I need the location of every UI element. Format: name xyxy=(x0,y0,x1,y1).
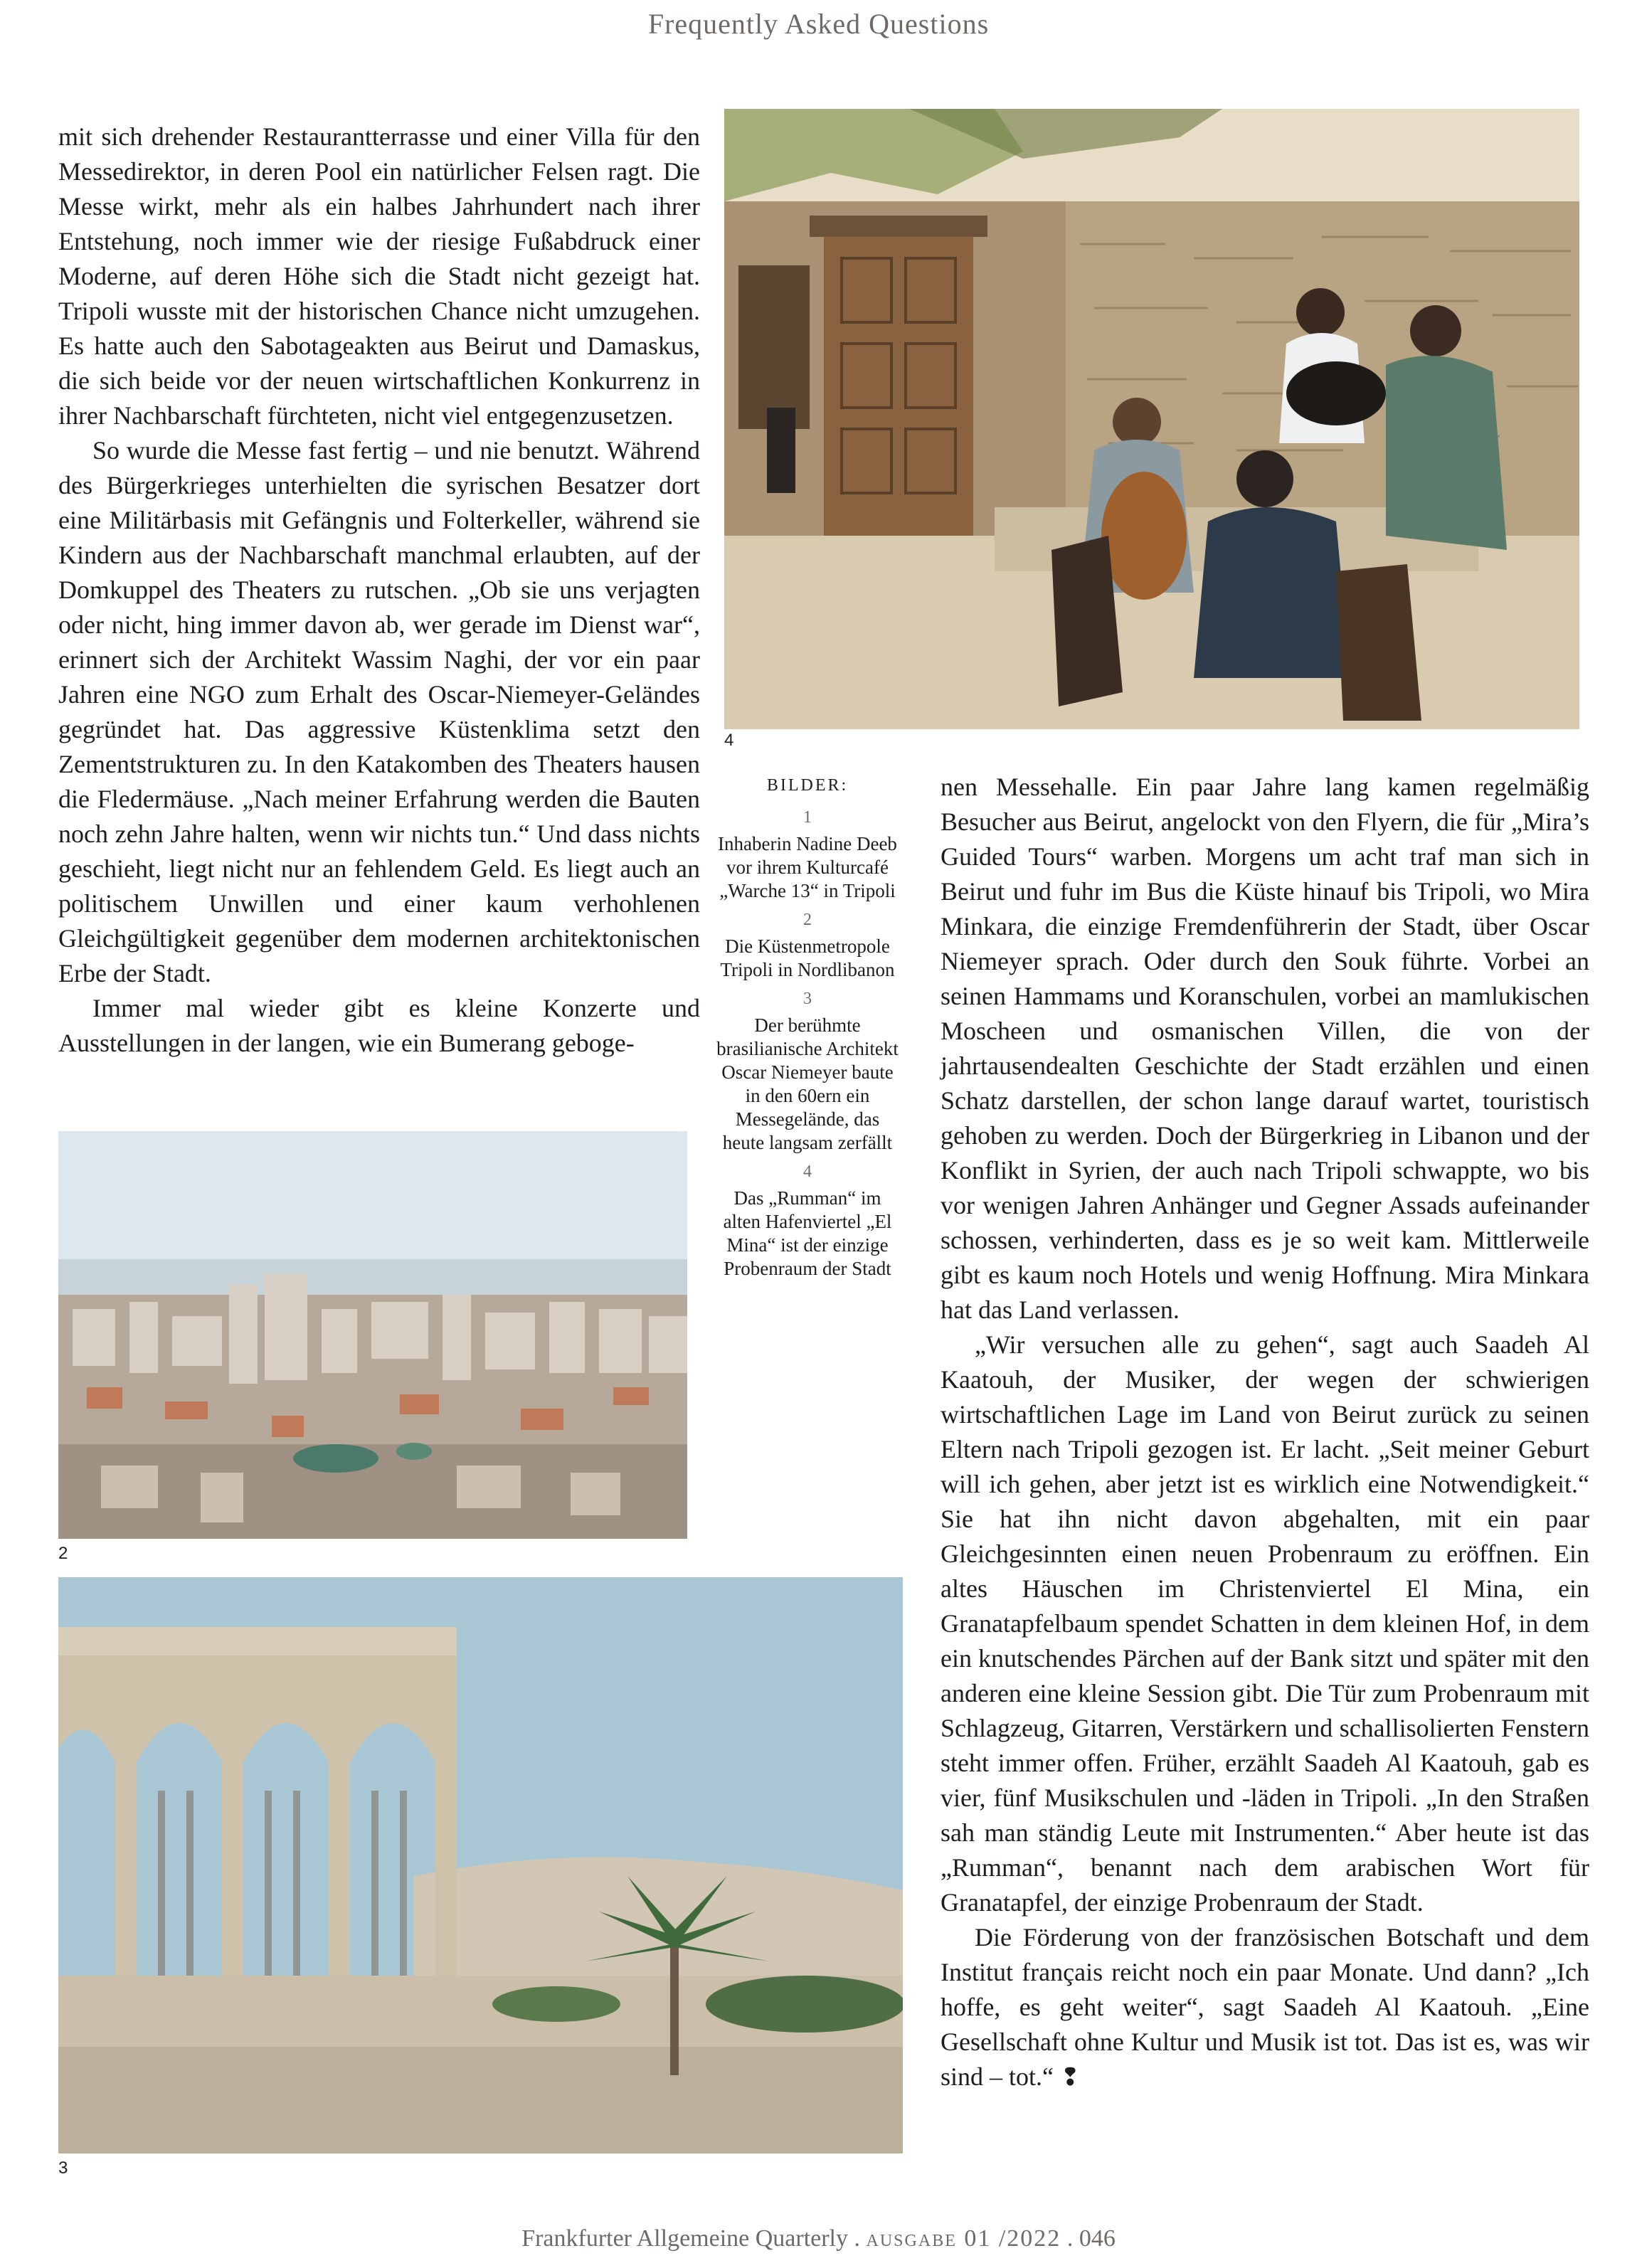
article-column-left xyxy=(58,120,700,1061)
paragraph: „Wir versuchen alle zu gehen“, sagt auch Saadeh Al Kaatouh, der Musiker, der wegen der schwierigen wirtschaftlichen Lage im Land von Beirut zurück zu seinen Eltern nach Tripoli gezogen ist. Er lacht. „Seit meiner Geburt will ich gehen, aber jetzt ist es wirklich eine Notwendigkeit.“ Sie hat ihn nicht davon abgehalten, mit ein paar Gleichgesinnten einen neuen Probenraum zu eröffnen. Ein altes Häuschen im Christenviertel El Mina, ein Granatapfelbaum spendet Schatten in dem kleinen Hof, in dem ein knutschendes Pärchen auf der Bank sitzt und später mit den anderen eine kleine Session gibt. Die Tür zum Probenraum mit Schlagzeug, Gitarren, Verstärkern und schallisolierten Fenstern steht immer offen. Früher, erzählt Saadeh Al Kaatouh, gab es vier, fünf Musikschulen und -läden in Tripoli. „In den Straßen sah man ständig Leute mit Instrumenten.“ Aber heute ist das „Rumman“, benannt nach dem arabischen Wort für Granatapfel, der einzige Probenraum der Stadt. xyxy=(941,1330,1589,1917)
paragraph: Immer mal wieder gibt es kleine Konzerte und Ausstellungen in der langen, wie ein Bumerang geboge- xyxy=(58,994,700,1057)
photo-tripoli-cityscape xyxy=(58,1131,687,1539)
issue-label: ausgabe 01 /2022 xyxy=(866,2225,1061,2252)
figure-number-3: 3 xyxy=(58,2158,68,2178)
photo-captions xyxy=(714,774,901,1286)
article-column-right xyxy=(941,770,1589,2095)
paragraph-text: Die Förderung von der französischen Botschaft und dem Institut français reicht noch ein paar Monate. Und dann? „Ich hoffe, es geht weiter“, sagt Saadeh Al Kaatouh. „Eine Gesellschaft ohne Kultur und Musik ist tot. Das ist es, was wir sind – tot.“ xyxy=(941,1923,1589,2091)
page-number: 046 xyxy=(1079,2225,1116,2252)
caption-number: 4 xyxy=(803,1162,812,1181)
photo-niemeyer-arches xyxy=(58,1577,903,2153)
caption-text: Inhaberin Nadine Deeb vor ihrem Kulturcafé „Warche 13“ in Tripoli xyxy=(718,833,897,901)
end-mark-icon: ❢ xyxy=(1060,2065,1081,2091)
figure-number-4: 4 xyxy=(724,731,734,750)
paragraph xyxy=(941,1920,1589,2095)
paragraph: mit sich drehender Restaurantterrasse und einer Villa für den Messedirektor, in deren Pool ein natürlicher Felsen ragt. Die Messe wirkt, mehr als ein halbes Jahrhundert nach ihrer Entstehung, noch immer wie der riesige Fußabdruck einer Moderne, auf deren Höhe sich die Stadt nicht gezeigt hat. Tripoli wusste mit der historischen Chance nicht umzugehen. Es hatte auch den Sabotageakten aus Beirut und Damaskus, die sich beide vor der neuen wirtschaftlichen Konkurrenz in ihrer Nachbarschaft fürchteten, nicht viel entgegenzusetzen. xyxy=(58,122,700,430)
photo-musicians-courtyard xyxy=(724,109,1579,729)
running-header: Frequently Asked Questions xyxy=(647,8,990,40)
caption-text: Der berühmte brasilianische Architekt Oscar Niemeyer baute in den 60ern ein Messegelände, das heute langsam zerfällt xyxy=(716,1014,899,1153)
caption-number: 1 xyxy=(803,808,812,827)
page-footer: Frankfurter Allgemeine Quarterly . ausgabe 01 /2022 . 046 xyxy=(521,2225,1116,2252)
magazine-name: Frankfurter Allgemeine Quarterly xyxy=(521,2225,849,2252)
caption-number: 3 xyxy=(803,990,812,1008)
paragraph: nen Messehalle. Ein paar Jahre lang kamen regelmäßig Besucher aus Beirut, angelockt von den Flyern, die für „Mira’s Guided Tours“ warben. Morgens um acht traf man sich in Beirut und fuhr im Bus die Küste hinauf bis Tripoli, wo Mira Minkara, die einzige Fremdenführerin der Stadt, über Oscar Niemeyer sprach. Oder durch den Souk führte. Vorbei an seinen Hammams und Koranschulen, vorbei an mamlukischen Moscheen und osmanischen Villen, die von der jahrtausendealten Geschichte der Stadt erzählen und einen Schatz darstellen, der schon lange darauf wartet, touristisch gehoben zu werden. Doch der Bürgerkrieg in Libanon und der Konflikt in Syrien, der auch nach Tripoli schwappte, wo bis vor wenigen Jahren Anhänger und Gegner Assads aufeinander schossen, verhinderten, dass es je so weit kam. Mittlerweile gibt es kaum noch Hotels und wenig Hoffnung. Mira Minkara hat das Land verlassen. xyxy=(941,773,1589,1324)
captions-title: BILDER: xyxy=(766,776,849,795)
figure-number-2: 2 xyxy=(58,1544,68,1563)
caption-text: Das „Rumman“ im alten Hafenviertel „El Mina“ ist der einzige Probenraum der Stadt xyxy=(723,1187,892,1279)
paragraph: So wurde die Messe fast fertig – und nie benutzt. Während des Bürgerkrieges unterhielten die syrischen Besatzer dort eine Militärbasis mit Gefängnis und Folterkeller, während sie Kindern aus der Nachbarschaft manchmal erlaubten, auf der Domkuppel des Theaters zu rutschen. „Ob sie uns verjagten oder nicht, hing immer davon ab, wer gerade im Dienst war“, erinnert sich der Architekt Wassim Naghi, der vor ein paar Jahren eine NGO zum Erhalt des Oscar-Niemeyer-Geländes gegründet hat. Das aggressive Küstenklima setzt den Zementstrukturen zu. In den Katakomben des Theaters hausen die Fledermäuse. „Nach meiner Erfahrung werden die Bauten noch zehn Jahre halten, wenn wir nichts tun.“ Und dass nichts geschieht, liegt nicht nur an fehlendem Geld. Es liegt auch an politischem Unwillen und einer kaum verhohlenen Gleichgültigkeit gegenüber dem modernen architektonischen Erbe der Stadt. xyxy=(58,436,700,987)
caption-number: 2 xyxy=(803,911,812,929)
caption-text: Die Küstenmetropole Tripoli in Nordlibanon xyxy=(720,936,895,980)
